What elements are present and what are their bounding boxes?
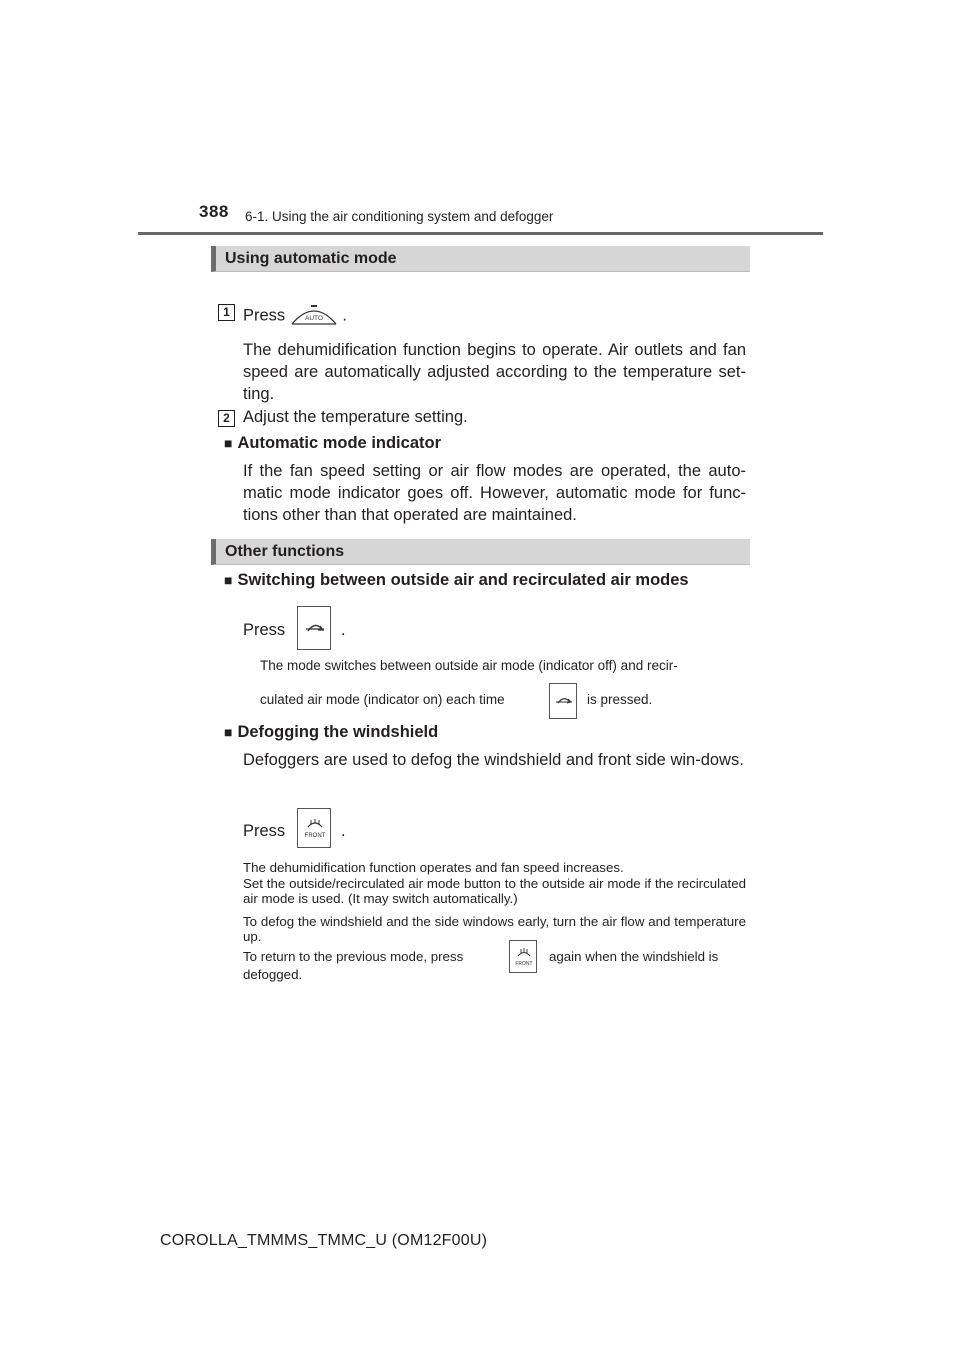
step-1-press-line [243,300,347,332]
defogging-heading [224,723,438,742]
footer-document-code: COROLLA_TMMMS_TMMC_U (OM12F00U) [160,1232,488,1249]
defogger-note-line-5: defogged. [243,967,303,982]
defogger-note-line-2: Set the outside/recirculated air mode button to the outside air mode if the recirculated air mode is used. (It may switch automatically.) [243,876,746,907]
header-rule [138,232,823,235]
defogger-note-line-3: To defog the windshield and the side windows early, turn the air flow and temperature up. [243,914,746,945]
automatic-mode-indicator-heading [224,434,441,453]
recirculation-note-line-2a: culated air mode (indicator on) each time [260,692,505,707]
defogger-note-line-1: The dehumidification function operates and fan speed increases. [243,860,624,875]
step-2-text: Adjust the temperature setting. [243,408,468,426]
recirculation-heading [224,571,689,590]
heading-text: Automatic mode indicator [237,434,441,452]
recirculation-press-label: Press [243,621,286,639]
auto-button-text: AUTO [304,315,323,322]
section-title: 6-1. Using the air conditioning system and defogger [245,209,554,224]
section-heading: Other functions [225,543,345,560]
defogger-press-label: Press [243,822,286,840]
defogging-description: Defoggers are used to defog the windshield and front side win-dows. [243,751,744,769]
period: . [341,822,346,840]
defogger-note-line-4b: again when the windshield is [549,949,719,964]
step-number-2: 2 [218,410,235,427]
step-number-1: 1 [218,304,235,321]
page-number: 388 [199,202,229,221]
period: . [342,306,347,325]
press-label: Press [243,306,286,325]
recirculation-note-line-2b: is pressed. [587,692,653,707]
step-1-description: The dehumidification function begins to operate. Air outlets and fan speed are automatically adjusted according to the temperature set-ting. [243,341,746,403]
period: . [341,621,346,639]
recirculation-button-icon[interactable] [549,683,577,719]
square-bullet-icon: ■ [224,724,233,740]
square-bullet-icon: ■ [224,435,233,451]
defogger-note-line-4a: To return to the previous mode, press [243,949,464,964]
front-button-text: FRONT [515,961,533,967]
section-bar-automatic-mode [211,246,750,272]
section-bar-other-functions [211,539,750,565]
heading-text: Switching between outside air and recirculated air modes [237,571,689,589]
recirculation-note-line-1: The mode switches between outside air mode (indicator off) and recir- [260,658,678,673]
front-defogger-button-icon[interactable] [509,940,537,973]
section-heading: Using automatic mode [225,250,397,267]
square-bullet-icon: ■ [224,572,233,588]
recirculation-button-icon[interactable] [297,606,331,650]
front-defogger-button-icon[interactable] [297,808,331,848]
auto-button-icon[interactable] [290,300,338,332]
front-button-text: FRONT [304,833,326,839]
heading-text: Defogging the windshield [237,723,439,741]
automatic-mode-indicator-description: If the fan speed setting or air flow modes are operated, the auto-matic mode indicator goes off. However, automatic mode for func-tions other than that operated are maintained. [243,462,746,524]
